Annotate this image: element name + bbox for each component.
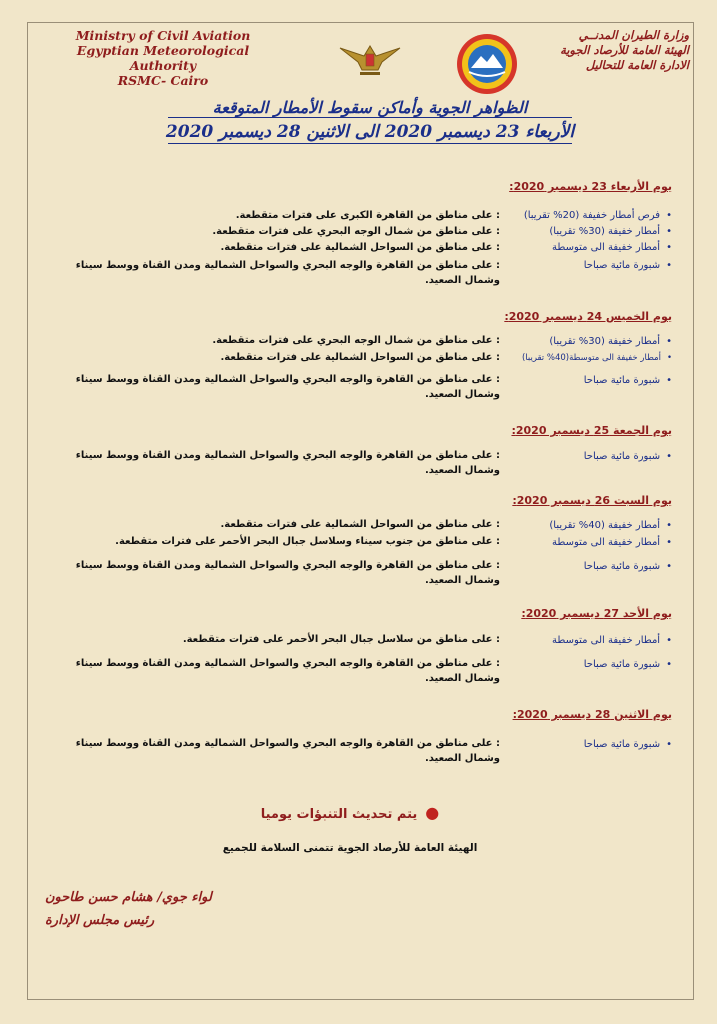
- condition-item: •شبورة مائية صباحا: [583, 375, 672, 386]
- header-ministry-ar: وزارة الطيران المدنــي: [578, 28, 689, 42]
- location-text: : على مناطق من السواحل الشمالية على فترات متقطعة.: [220, 519, 500, 530]
- condition-item: •شبورة مائية صباحا: [583, 561, 672, 572]
- daily-update-note: ●يتم تحديث التنبؤات يوميا: [260, 803, 440, 822]
- location-text: : على مناطق من القاهرة والوجه البحري والسواحل الشمالية ومدن القناة ووسط سيناء وشمال الصعيد.: [75, 738, 500, 764]
- page-title: الظواهر الجوية وأماكن سقوط الأمطار المتوقعة: [212, 98, 528, 117]
- red-bullet-icon: ●: [425, 803, 440, 822]
- location-text: : على مناطق من القاهرة والوجه البحري والسواحل الشمالية ومدن القناة ووسط سيناء وشمال الصعيد.: [75, 560, 500, 586]
- condition-item: •أمطار خفيفة الى متوسطة(40% تقريبا): [521, 353, 672, 363]
- condition-item: •فرص أمطار خفيفة (20% تقريبا): [523, 210, 672, 221]
- day-heading-sun: يوم الأحد 27 ديسمبر 2020:: [521, 607, 672, 620]
- day-heading-wed: يوم الأربعاء 23 ديسمبر 2020:: [509, 180, 672, 193]
- condition-item: •أمطار خفيفة الى متوسطة: [552, 635, 672, 646]
- location-text: : على مناطق من شمال الوجه البحري على فترات متقطعة.: [212, 226, 500, 237]
- safety-wish: الهيئة العامة للأرصاد الجوية تتمنى السلامة للجميع: [222, 842, 478, 854]
- condition-item: •شبورة مائية صباحا: [583, 659, 672, 670]
- signature-name: لواء جوي/ هشام حسن طاحون: [45, 890, 212, 905]
- location-text: : على مناطق من شمال الوجه البحري على فترات متقطعة.: [212, 335, 500, 346]
- condition-item: •أمطار خفيفة (30% تقريبا): [549, 226, 672, 237]
- header-rsmc: RSMC- Cairo: [117, 73, 209, 88]
- condition-item: •شبورة مائية صباحا: [583, 451, 672, 462]
- condition-item: •أمطار خفيفة الى متوسطة: [552, 537, 672, 548]
- location-text: : على مناطق من السواحل الشمالية على فترات متقطعة.: [220, 242, 500, 253]
- condition-item: •أمطار خفيفة (40% تقريبا): [549, 520, 672, 531]
- title-underline: [168, 117, 572, 118]
- location-text: : على مناطق من القاهرة والوجه البحري والسواحل الشمالية ومدن القناة ووسط سيناء وشمال الصعيد.: [75, 374, 500, 400]
- day-heading-fri: يوم الجمعة 25 ديسمبر 2020:: [511, 424, 672, 437]
- location-text: : على مناطق من السواحل الشمالية على فترات متقطعة.: [220, 352, 500, 363]
- condition-item: •شبورة مائية صباحا: [583, 739, 672, 750]
- header-authority-ar: الهيئة العامة للأرصاد الجوية: [560, 43, 689, 57]
- header-english: [58, 28, 268, 88]
- header-authority: Egyptian Meteorological Authority: [76, 43, 250, 73]
- condition-item: •أمطار خفيفة الى متوسطة: [552, 242, 672, 253]
- location-text: : على مناطق من جنوب سيناء وسلاسل جبال البحر الأحمر على فترات متقطعة.: [115, 536, 500, 547]
- location-text: : على مناطق من القاهرة والوجه البحري والسواحل الشمالية ومدن القناة ووسط سيناء وشمال الصعيد.: [75, 260, 500, 286]
- location-text: : على مناطق من سلاسل جبال البحر الأحمر على فترات متقطعة.: [182, 634, 500, 645]
- header-directorate-ar: الادارة العامة للتحاليل: [585, 58, 689, 72]
- day-heading-mon: يوم الاثنين 28 ديسمبر 2020:: [512, 708, 672, 721]
- location-text: : على مناطق من القاهرة والوجه البحري والسواحل الشمالية ومدن القناة ووسط سيناء وشمال الصعيد.: [75, 450, 500, 476]
- header-ministry: Ministry of Civil Aviation: [75, 28, 251, 43]
- header-arabic: [519, 28, 689, 73]
- ema-logo-icon: [455, 32, 519, 96]
- location-text: : على مناطق من القاهرة الكبرى على فترات متقطعة.: [235, 210, 500, 221]
- location-text: : على مناطق من القاهرة والوجه البحري والسواحل الشمالية ومدن القناة ووسط سيناء وشمال الصعيد.: [75, 658, 500, 684]
- day-heading-thu: يوم الخميس 24 ديسمبر 2020:: [504, 310, 672, 323]
- subtitle-underline: [168, 143, 572, 144]
- day-heading-sat: يوم السبت 26 ديسمبر 2020:: [512, 494, 672, 507]
- signature-title: رئيس مجلس الإدارة: [45, 913, 155, 928]
- egypt-eagle-emblem-icon: [338, 38, 402, 80]
- condition-item: •شبورة مائية صباحا: [583, 260, 672, 271]
- page-subtitle: الأربعاء 23 ديسمبر 2020 الى الاثنين 28 ديسمبر 2020: [165, 122, 575, 142]
- condition-item: •أمطار خفيفة (30% تقريبا): [549, 336, 672, 347]
